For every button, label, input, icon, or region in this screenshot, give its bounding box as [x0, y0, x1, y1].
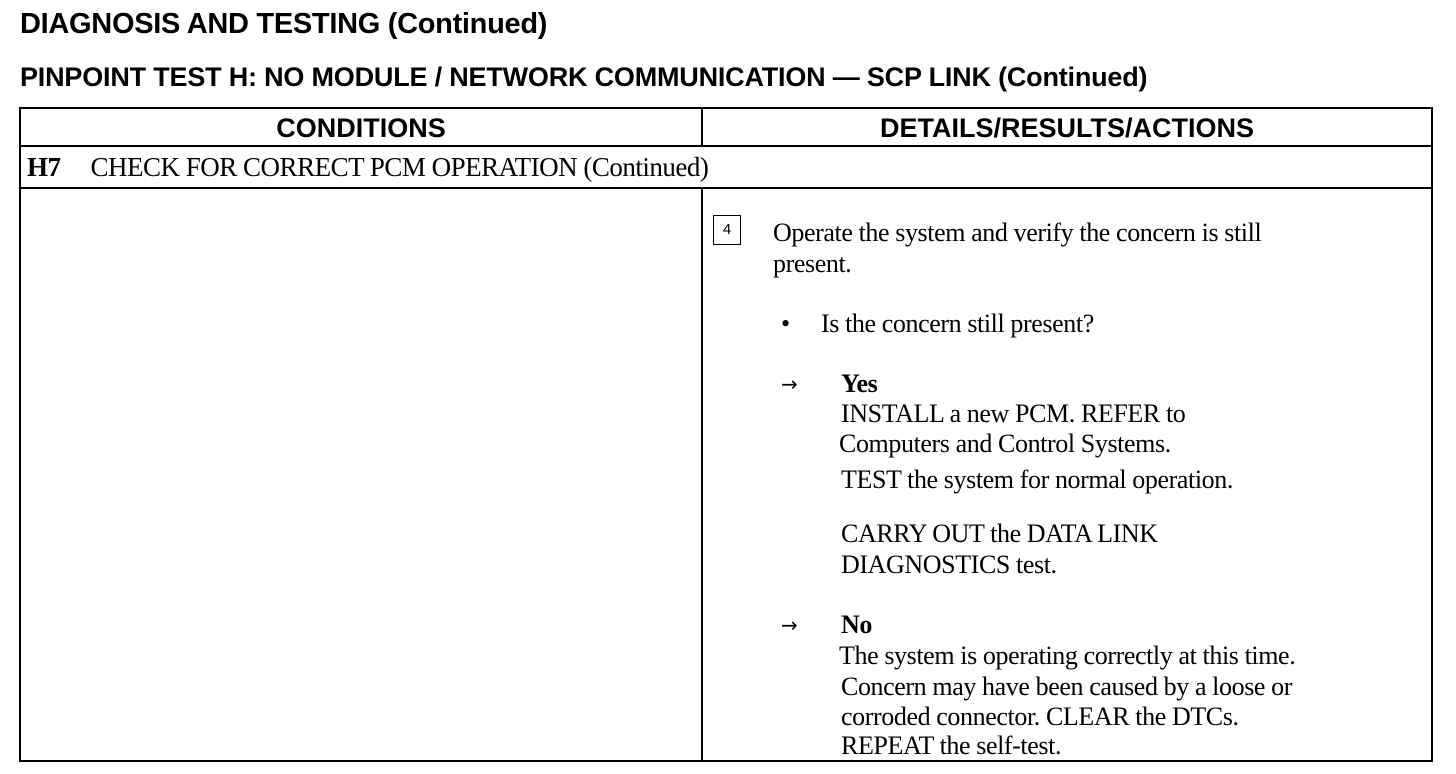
- yes-arrow-icon: →: [781, 372, 798, 396]
- bullet-icon: •: [781, 309, 791, 338]
- substep-number-box: 4: [713, 215, 741, 245]
- substep-instruction-line-1: Operate the system and verify the concern is still: [773, 218, 1262, 247]
- yes-action-line-5: DIAGNOSTICS test.: [841, 550, 1057, 579]
- step-row: [27, 152, 708, 183]
- body-column-divider: [701, 189, 703, 760]
- step-row-divider: [21, 187, 1431, 189]
- no-label: No: [841, 610, 872, 639]
- yes-label: Yes: [841, 369, 878, 398]
- yes-action-line-2: Computers and Control Systems.: [839, 429, 1171, 458]
- question-text: Is the concern still present?: [821, 309, 1094, 338]
- yes-action-line-4: CARRY OUT the DATA LINK: [841, 519, 1158, 548]
- no-action-line-2: Concern may have been caused by a loose or: [841, 672, 1293, 701]
- step-id: H7: [27, 152, 61, 182]
- yes-action-line-1: INSTALL a new PCM. REFER to: [841, 399, 1186, 428]
- step-title: CHECK FOR CORRECT PCM OPERATION (Continued): [90, 152, 709, 182]
- no-arrow-icon: →: [781, 613, 798, 637]
- pinpoint-test-heading: PINPOINT TEST H: NO MODULE / NETWORK COMMUNICATION — SCP LINK (Continued): [20, 62, 1148, 92]
- page-heading: DIAGNOSIS AND TESTING (Continued): [20, 8, 548, 40]
- header-divider: [21, 145, 1431, 147]
- yes-action-line-3: TEST the system for normal operation.: [841, 465, 1233, 494]
- no-action-line-3: corroded connector. CLEAR the DTCs.: [841, 702, 1239, 731]
- no-action-line-4: REPEAT the self-test.: [841, 731, 1062, 760]
- conditions-column-header: CONDITIONS: [276, 113, 446, 143]
- substep-instruction-line-2: present.: [773, 249, 852, 278]
- no-action-line-1: The system is operating correctly at this time.: [839, 641, 1296, 670]
- pinpoint-test-table: [19, 107, 1433, 762]
- details-column-header: DETAILS/RESULTS/ACTIONS: [879, 113, 1254, 143]
- header-column-divider: [701, 109, 703, 145]
